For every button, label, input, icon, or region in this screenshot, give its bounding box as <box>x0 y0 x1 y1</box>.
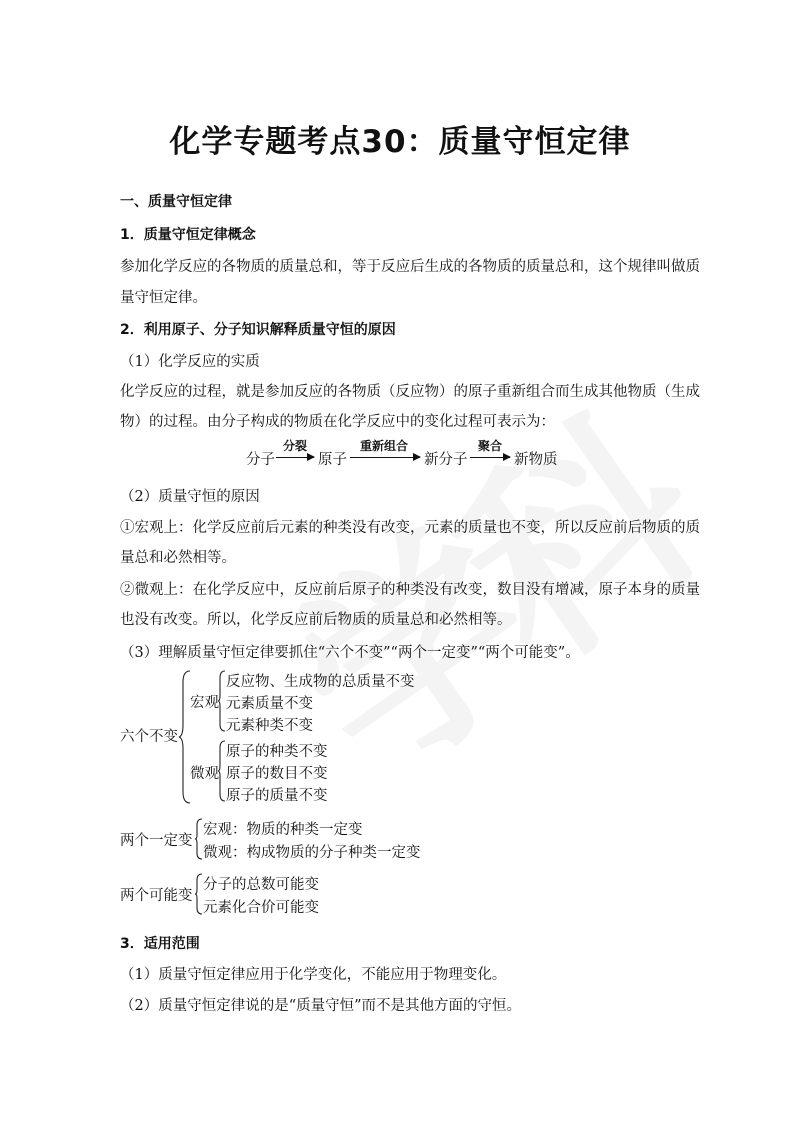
item-heading: （1）化学反应的实质 <box>120 354 260 370</box>
flow-arrow <box>276 457 314 458</box>
two-may-item: 分子的总数可能变 <box>203 877 319 893</box>
micro-item: 原子的质量不变 <box>226 788 328 804</box>
flow-arrow-label: 聚合 <box>478 439 503 453</box>
two-must-label: 两个一定变 <box>120 833 193 849</box>
flow-node-atom: 原子 <box>318 452 347 468</box>
two-must-item: 宏观：物质的种类一定变 <box>203 822 363 838</box>
paragraph-line: 量总和必然相等。 <box>120 550 236 566</box>
micro-item: 原子的数目不变 <box>226 766 328 782</box>
flow-node-new-molecule: 新分子 <box>424 452 468 468</box>
section-heading: 一、质量守恒定律 <box>120 194 232 210</box>
subsection-heading: 1．质量守恒定律概念 <box>120 227 256 243</box>
paragraph-line: 化学反应的过程，就是参加反应的各物质（反应物）的原子重新组合而生成其他物质（生成 <box>120 384 700 400</box>
macro-item: 反应物、生成物的总质量不变 <box>226 674 415 690</box>
paragraph-line: ②微观上：在化学反应中，反应前后原子的种类没有改变，数目没有增减，原子本身的质量 <box>120 582 700 598</box>
macro-item: 元素质量不变 <box>226 696 313 712</box>
macro-label: 宏观 <box>190 695 219 711</box>
two-may-item: 元素化合价可能变 <box>203 900 319 916</box>
flow-arrow-label: 重新组合 <box>360 439 409 453</box>
flow-arrow <box>350 457 420 458</box>
paragraph-line: 也没有改变。所以，化学反应前后物质的质量总和必然相等。 <box>120 612 512 628</box>
flow-node-new-substance: 新物质 <box>514 452 558 468</box>
flow-arrow <box>470 457 510 458</box>
paragraph-line: 量守恒定律。 <box>120 290 207 306</box>
paragraph-line: （1）质量守恒定律应用于化学变化，不能应用于物理变化。 <box>120 967 507 983</box>
two-may-label: 两个可能变 <box>120 888 193 904</box>
page-title: 化学专题考点30：质量守恒定律 <box>169 124 631 160</box>
item-heading: （3）理解质量守恒定律要抓住“六个不变”“两个一定变”“两个可能变”。 <box>120 645 580 661</box>
subsection-heading: 2．利用原子、分子知识解释质量守恒的原因 <box>120 322 396 338</box>
item-heading: （2）质量守恒的原因 <box>120 489 260 505</box>
two-must-item: 微观：构成物质的分子种类一定变 <box>203 845 421 861</box>
paragraph-line: ①宏观上：化学反应前后元素的种类没有改变，元素的质量也不变，所以反应前后物质的质 <box>120 520 700 536</box>
macro-item: 元素种类不变 <box>226 718 313 734</box>
subsection-heading: 3．适用范围 <box>120 936 200 952</box>
paragraph-line: 物）的过程。由分子构成的物质在化学反应中的变化过程可表示为： <box>120 414 555 430</box>
flow-node-molecule: 分子 <box>246 452 275 468</box>
flow-arrow-label: 分裂 <box>283 439 308 453</box>
paragraph-line: （2）质量守恒定律说的是“质量守恒”而不是其他方面的守恒。 <box>120 998 522 1014</box>
six-label: 六个不变 <box>120 729 178 745</box>
micro-label: 微观 <box>190 766 219 782</box>
micro-item: 原子的种类不变 <box>226 744 328 760</box>
paragraph-line: 参加化学反应的各物质的质量总和，等于反应后生成的各物质的质量总和，这个规律叫做质 <box>120 259 700 275</box>
